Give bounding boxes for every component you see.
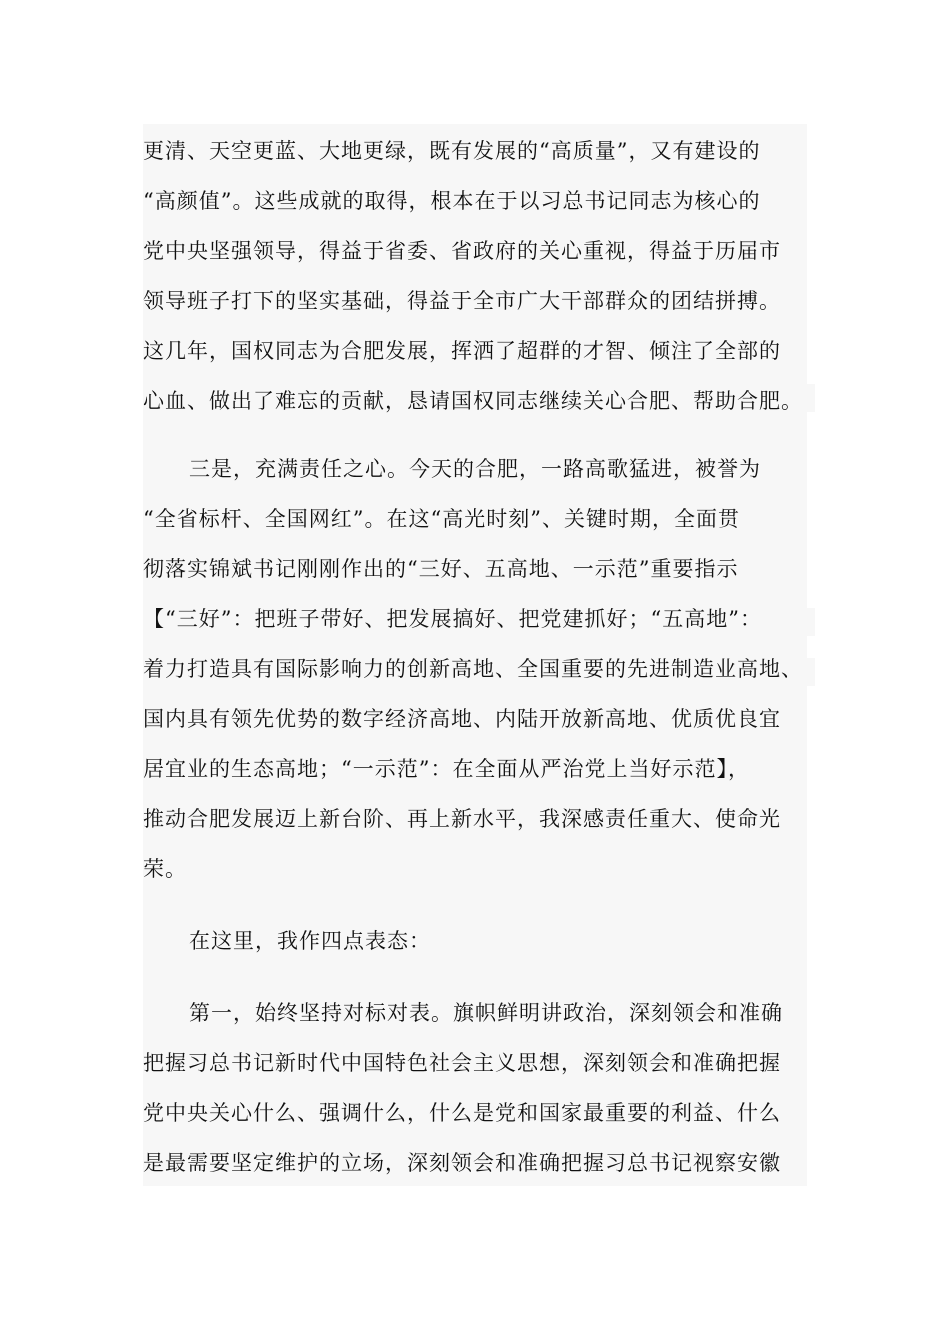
- text-line: 领导班子打下的坚实基础，得益于全市广大干部群众的团结拼搏。: [143, 289, 781, 313]
- line-highlight: [807, 608, 815, 636]
- text-line: 第一，始终坚持对标对表。旗帜鲜明讲政治，深刻领会和准确: [189, 1001, 783, 1025]
- paragraph: [143, 988, 783, 1188]
- text-line: 推动合肥发展迈上新台阶、再上新水平，我深感责任重大、使命光: [143, 807, 781, 831]
- text-line: 国内具有领先优势的数字经济高地、内陆开放新高地、优质优良宜: [143, 707, 781, 731]
- text-line: 着力打造具有国际影响力的创新高地、全国重要的先进制造业高地、: [143, 657, 803, 681]
- paragraph: [143, 916, 431, 966]
- text-line: 是最需要坚定维护的立场，深刻领会和准确把握习总书记视察安徽: [143, 1151, 781, 1175]
- text-line: 荣。: [143, 857, 187, 881]
- text-line: 【“三好”：把班子带好、把发展搞好、把党建抓好；“五高地”：: [143, 607, 762, 631]
- text-line: “高颜值”。这些成就的取得，根本在于以习总书记同志为核心的: [143, 189, 761, 213]
- text-line: 三是，充满责任之心。今天的合肥，一路高歌猛进，被誉为: [189, 457, 761, 481]
- line-highlight: [807, 658, 815, 686]
- text-block: [143, 124, 807, 1186]
- text-line: 这几年，国权同志为合肥发展，挥洒了超群的才智、倾注了全部的: [143, 339, 781, 363]
- paragraph: [143, 126, 803, 426]
- text-line: 在这里，我作四点表态：: [189, 929, 431, 953]
- text-line: “全省标杆、全国网红”。在这“高光时刻”、关键时期，全面贯: [143, 507, 740, 531]
- text-line: 党中央关心什么、强调什么，什么是党和国家最重要的利益、什么: [143, 1101, 781, 1125]
- text-line: 彻落实锦斌书记刚刚作出的“三好、五高地、一示范”重要指示: [143, 557, 739, 581]
- text-line: 心血、做出了难忘的贡献，恳请国权同志继续关心合肥、帮助合肥。: [143, 389, 803, 413]
- line-highlight: [807, 384, 815, 412]
- text-line: 居宜业的生态高地；“一示范”：在全面从严治党上当好示范】，: [143, 757, 750, 781]
- paragraph: [143, 444, 803, 894]
- text-line: 党中央坚强领导，得益于省委、省政府的关心重视，得益于历届市: [143, 239, 781, 263]
- text-line: 更清、天空更蓝、大地更绿，既有发展的“高质量”，又有建设的: [143, 139, 761, 163]
- text-line: 把握习总书记新时代中国特色社会主义思想，深刻领会和准确把握: [143, 1051, 781, 1075]
